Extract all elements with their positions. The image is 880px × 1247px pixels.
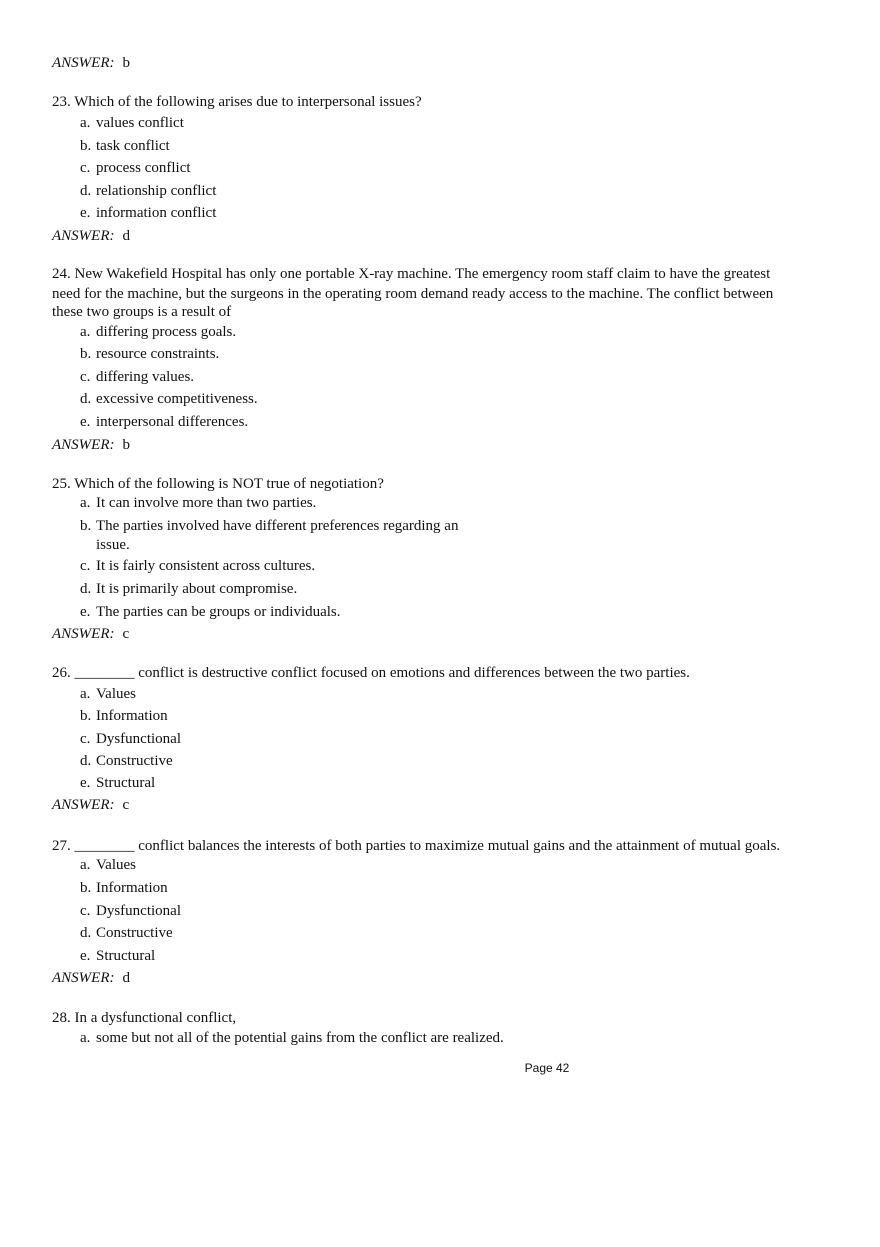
option-text: Constructive: [96, 753, 173, 769]
option-text: differing process goals.: [96, 324, 237, 340]
answer-value: d: [122, 970, 130, 986]
option-letter: b.: [80, 346, 92, 362]
option-letter: a.: [80, 857, 91, 873]
question-25-stem: 25. Which of the following is NOT true of negotiation?: [52, 476, 384, 492]
option-text: Structural: [96, 948, 156, 964]
option-text: relationship conflict: [96, 183, 217, 199]
answer-value: c: [122, 797, 130, 813]
option-letter: a.: [80, 495, 91, 511]
question-23-option-d: [80, 181, 216, 201]
question-27-option-e: [80, 946, 155, 966]
question-28-option-a: [80, 1028, 504, 1048]
option-text: differing values.: [96, 369, 195, 385]
question-25-option-b-line-1: [80, 516, 458, 536]
option-text: Information: [96, 880, 168, 896]
option-text: The parties can be groups or individuals.: [96, 604, 341, 620]
answer-label: ANSWER:: [52, 55, 115, 71]
page-number: Page 42: [524, 1061, 570, 1075]
question-25-option-c: [80, 556, 315, 576]
option-letter: a.: [80, 1030, 91, 1046]
answer-value: d: [122, 228, 130, 244]
option-letter: d.: [80, 581, 92, 597]
option-letter: d.: [80, 391, 92, 407]
option-letter: b.: [80, 708, 92, 724]
option-text: Information: [96, 708, 168, 724]
answer-label: ANSWER:: [52, 970, 115, 986]
question-26-answer: [52, 795, 129, 815]
question-27-option-a: [80, 855, 136, 875]
question-24-option-d: [80, 389, 258, 409]
option-letter: e.: [80, 948, 91, 964]
option-text: information conflict: [96, 205, 217, 221]
option-letter: b.: [80, 138, 92, 154]
question-24-stem-line-1: 24. New Wakefield Hospital has only one portable X-ray machine. The emergency room staff claim to have the greatest: [52, 266, 771, 282]
option-text: Dysfunctional: [96, 731, 181, 747]
answer-line: [52, 53, 130, 73]
option-letter: e.: [80, 414, 91, 430]
option-letter: e.: [80, 205, 91, 221]
answer-value: b: [122, 437, 130, 453]
option-text: some but not all of the potential gains from the conflict are realized.: [96, 1030, 504, 1046]
answer-label: ANSWER:: [52, 626, 115, 642]
question-26-option-d: [80, 751, 173, 771]
question-27-option-d: [80, 923, 173, 943]
question-23-option-c: [80, 158, 191, 178]
option-text: Structural: [96, 775, 156, 791]
option-text: The parties involved have different preferences regarding an: [96, 518, 459, 534]
option-text: resource constraints.: [96, 346, 220, 362]
option-letter: c.: [80, 731, 91, 747]
answer-label: ANSWER:: [52, 228, 115, 244]
question-26-option-a: [80, 684, 136, 704]
question-24-option-a: [80, 322, 236, 342]
question-26-option-e: [80, 773, 155, 793]
option-text: Values: [96, 686, 136, 702]
option-text: Constructive: [96, 925, 173, 941]
option-letter: c.: [80, 558, 91, 574]
question-23-option-e: [80, 203, 216, 223]
question-24-option-b: [80, 344, 219, 364]
option-text: It is fairly consistent across cultures.: [96, 558, 316, 574]
question-25-option-a: [80, 493, 316, 513]
question-27-stem: 27. ________ conflict balances the interests of both parties to maximize mutual gains and the attainment of mutual goals.: [52, 838, 781, 854]
answer-label: ANSWER:: [52, 437, 115, 453]
option-letter: d.: [80, 753, 92, 769]
question-25-answer: [52, 624, 129, 644]
answer-value: b: [122, 55, 130, 71]
option-letter: d.: [80, 183, 92, 199]
option-letter: c.: [80, 369, 91, 385]
question-24-stem-line-3: these two groups is a result of: [52, 304, 232, 320]
option-letter: b.: [80, 880, 92, 896]
option-letter: e.: [80, 775, 91, 791]
question-24-option-c: [80, 367, 194, 387]
answer-label: ANSWER:: [52, 797, 115, 813]
option-letter: a.: [80, 686, 91, 702]
option-text: It can involve more than two parties.: [96, 495, 317, 511]
option-text: interpersonal differences.: [96, 414, 249, 430]
question-27-option-c: [80, 901, 181, 921]
question-26-option-c: [80, 729, 181, 749]
question-24-stem-line-2: need for the machine, but the surgeons in the operating room demand ready access to the machine. The conflict between: [52, 286, 774, 302]
question-23-stem: 23. Which of the following arises due to interpersonal issues?: [52, 94, 422, 110]
question-28-stem: 28. In a dysfunctional conflict,: [52, 1010, 237, 1026]
question-24-answer: [52, 435, 130, 455]
question-25-option-b-line-2: issue.: [96, 537, 130, 553]
question-25-option-d: [80, 579, 297, 599]
option-letter: b.: [80, 518, 92, 534]
question-23-answer: [52, 226, 130, 246]
option-letter: c.: [80, 903, 91, 919]
answer-value: c: [122, 626, 130, 642]
question-24-option-e: [80, 412, 248, 432]
option-text: It is primarily about compromise.: [96, 581, 298, 597]
question-27-answer: [52, 968, 130, 988]
question-27-option-b: [80, 878, 168, 898]
option-text: task conflict: [96, 138, 170, 154]
option-letter: e.: [80, 604, 91, 620]
option-letter: a.: [80, 115, 91, 131]
question-23-option-b: [80, 136, 170, 156]
question-25-option-e: [80, 602, 341, 622]
option-text: Dysfunctional: [96, 903, 181, 919]
question-23-option-a: [80, 113, 184, 133]
option-text: values conflict: [96, 115, 184, 131]
question-26-option-b: [80, 706, 168, 726]
option-text: process conflict: [96, 160, 191, 176]
option-text: Values: [96, 857, 136, 873]
option-letter: c.: [80, 160, 91, 176]
question-26-stem: 26. ________ conflict is destructive conflict focused on emotions and differences between the two parties.: [52, 665, 690, 681]
option-letter: a.: [80, 324, 91, 340]
option-text: excessive competitiveness.: [96, 391, 258, 407]
option-letter: d.: [80, 925, 92, 941]
